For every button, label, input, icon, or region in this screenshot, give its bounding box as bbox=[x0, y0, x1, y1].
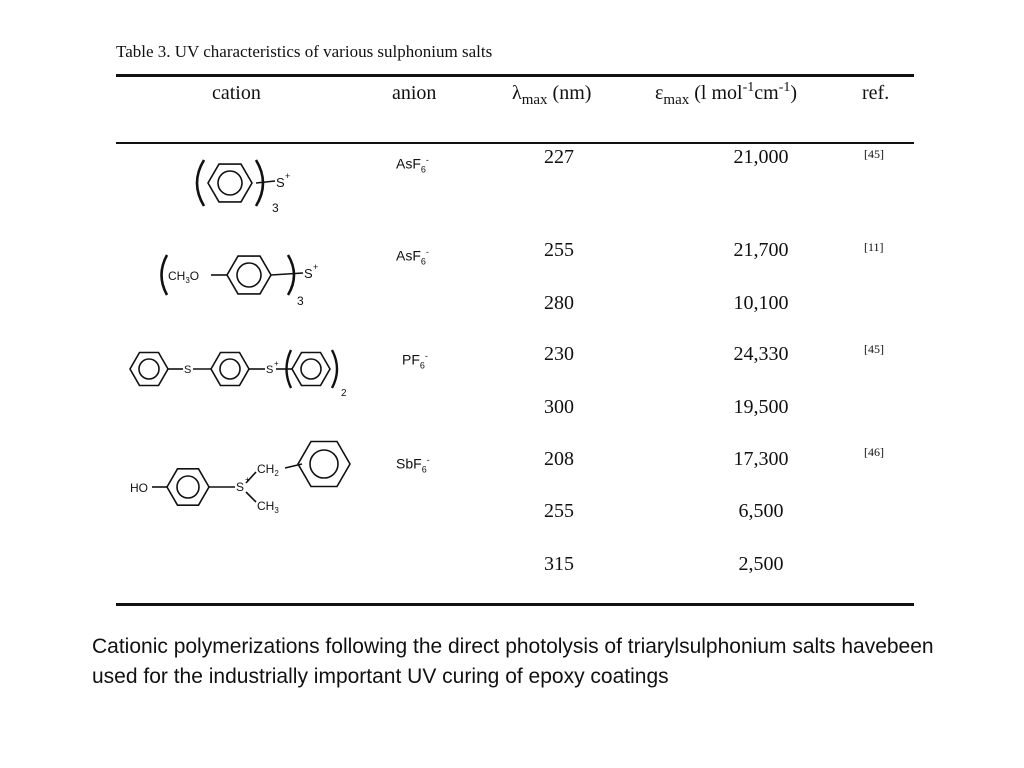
thio-label: S bbox=[184, 364, 192, 376]
epsilon-exp-1: -1 bbox=[742, 80, 755, 95]
right-paren bbox=[288, 255, 294, 295]
benzene-circle bbox=[220, 359, 240, 379]
row2-epsilon-1: 21,700 bbox=[733, 239, 789, 261]
row2-epsilon-2: 10,100 bbox=[733, 292, 789, 314]
epsilon-exp-2: -1 bbox=[778, 80, 791, 95]
row4-ref: [46] bbox=[864, 445, 884, 459]
epsilon-unit-b: cm bbox=[754, 82, 779, 104]
benzene-circle bbox=[218, 171, 242, 195]
benzene-ring-icon bbox=[167, 469, 209, 505]
anion-sub: 6 bbox=[419, 360, 425, 371]
row4-lambda-2: 255 bbox=[544, 500, 574, 522]
sulfur-charge: + bbox=[245, 475, 250, 484]
row3-ref: [45] bbox=[864, 342, 884, 356]
row1-epsilon-1: 21,000 bbox=[733, 146, 789, 168]
anion-sub: 6 bbox=[420, 256, 426, 267]
bond bbox=[256, 181, 275, 183]
anion-charge: - bbox=[424, 351, 428, 361]
right-paren bbox=[332, 350, 337, 388]
sulfur-charge: + bbox=[274, 359, 279, 368]
row2-lambda-2: 280 bbox=[544, 292, 574, 314]
header-cation: cation bbox=[212, 82, 261, 104]
row3-lambda-2: 300 bbox=[544, 396, 574, 418]
anion-sub: 6 bbox=[420, 164, 426, 175]
benzene-circle bbox=[237, 263, 261, 287]
epsilon-subscript: max bbox=[663, 92, 690, 108]
anion-base: PF bbox=[402, 351, 420, 368]
methoxy-label: $CH_3O$ bbox=[168, 269, 200, 285]
benzene-ring-icon bbox=[208, 164, 252, 202]
benzene-circle bbox=[310, 450, 338, 478]
structure-phenylthiophenylsulphonium bbox=[130, 350, 347, 399]
header-anion: anion bbox=[392, 82, 437, 104]
benzene-ring-icon bbox=[130, 353, 168, 386]
benzene-ring-icon bbox=[298, 442, 350, 487]
sulfur-label: S bbox=[276, 175, 285, 190]
row4-epsilon-2: 6,500 bbox=[738, 500, 784, 522]
benzene-ring-icon bbox=[227, 256, 271, 294]
row3-lambda-1: 230 bbox=[544, 343, 574, 365]
anion-sub: 6 bbox=[421, 464, 427, 475]
structure-triphenylsulphonium bbox=[197, 160, 290, 215]
bond bbox=[271, 273, 303, 275]
row1-ref: [45] bbox=[864, 147, 884, 161]
row4-lambda-1: 208 bbox=[544, 448, 574, 470]
lambda-unit: (nm) bbox=[547, 82, 592, 104]
row4-lambda-3: 315 bbox=[544, 553, 574, 575]
anion-charge: - bbox=[425, 247, 429, 257]
bond bbox=[246, 492, 256, 502]
anion-base: SbF bbox=[396, 455, 422, 472]
epsilon-unit-a: (l mol bbox=[689, 82, 743, 104]
lambda-subscript: max bbox=[521, 92, 548, 108]
header-ref: ref. bbox=[862, 82, 890, 104]
sulfur-label: S bbox=[266, 364, 274, 376]
table-caption: Table 3. UV characteristics of various sulphonium salts bbox=[116, 42, 493, 61]
hydroxy-label: HO bbox=[130, 481, 148, 495]
benzene-ring-icon bbox=[292, 353, 330, 386]
benzene-circle bbox=[139, 359, 159, 379]
benzene-circle bbox=[301, 359, 321, 379]
benzene-ring-icon bbox=[211, 353, 249, 386]
row2-ref: [11] bbox=[864, 240, 884, 254]
sulfur-charge: + bbox=[313, 262, 319, 272]
row1-lambda-1: 227 bbox=[544, 146, 574, 168]
repeat-count: 3 bbox=[297, 294, 304, 308]
anion-charge: - bbox=[425, 155, 429, 165]
repeat-count: 3 bbox=[272, 201, 279, 215]
anion-charge: - bbox=[426, 455, 430, 465]
benzene-circle bbox=[177, 476, 199, 498]
epsilon-symbol: ε bbox=[655, 82, 664, 104]
methylene-label: $CH_2$ bbox=[257, 462, 279, 478]
structure-hydroxyphenylbenzylsulphonium bbox=[130, 442, 350, 516]
row3-epsilon-1: 24,330 bbox=[733, 343, 789, 365]
lambda-symbol: λ bbox=[512, 82, 522, 104]
sulfur-charge: + bbox=[285, 171, 291, 181]
left-paren bbox=[162, 255, 168, 295]
structure-methoxyphenylsulphonium bbox=[162, 255, 319, 308]
row4-epsilon-3: 2,500 bbox=[738, 553, 784, 575]
anion-base: AsF bbox=[396, 155, 421, 172]
row3-epsilon-2: 19,500 bbox=[733, 396, 789, 418]
row4-epsilon-1: 17,300 bbox=[733, 448, 789, 470]
methyl-label: $CH_3$ bbox=[257, 499, 279, 515]
left-paren bbox=[197, 160, 204, 206]
sulfur-label: S bbox=[236, 480, 245, 494]
epsilon-unit-c: ) bbox=[790, 82, 798, 104]
row2-lambda-1: 255 bbox=[544, 239, 574, 261]
description-text: Cationic polymerizations following the direct photolysis of triarylsulphonium salts havebeen used for the industrially important UV curing of epoxy coatings bbox=[92, 635, 934, 688]
sulfur-label: S bbox=[304, 266, 313, 281]
anion-base: AsF bbox=[396, 247, 421, 264]
repeat-count: 2 bbox=[341, 388, 347, 399]
